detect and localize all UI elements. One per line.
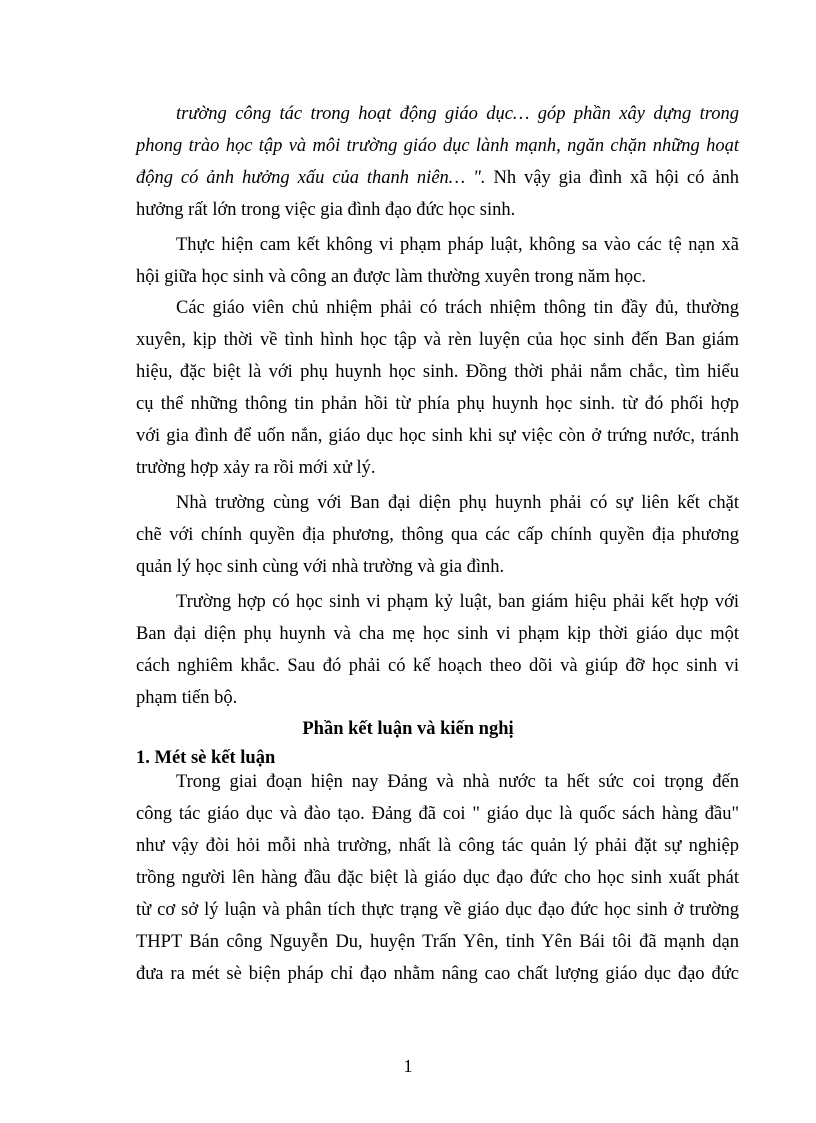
paragraph-line: trồng người lên hàng đầu đặc biệt là giáo dục đạo đức cho học sinh xuất phát bbox=[136, 868, 739, 888]
paragraph-line bbox=[136, 162, 739, 194]
paragraph-line: THPT Bán công Nguyễn Du, huyện Trấn Yên, tỉnh Yên Bái tôi đã mạnh dạn bbox=[136, 932, 739, 952]
paragraph-line: Trường hợp có học sinh vi phạm kỷ luật, ban giám hiệu phải kết hợp với bbox=[176, 592, 739, 612]
paragraph-line bbox=[136, 130, 739, 162]
paragraph-line: với gia đình để uốn nắn, giáo dục học sinh khi sự việc còn ở trứng nước, tránh bbox=[136, 426, 739, 446]
paragraph-line: xuyên, kịp thời về tình hình học tập và rèn luyện của học sinh đến Ban giám bbox=[136, 330, 739, 350]
paragraph-line: Trong giai đoạn hiện nay Đảng và nhà nước ta hết sức coi trọng đến bbox=[176, 772, 739, 792]
paragraph-line: Các giáo viên chủ nhiệm phải có trách nhiệm thông tin đầy đủ, thường bbox=[176, 298, 739, 318]
paragraph-line bbox=[136, 194, 739, 226]
paragraph-line: như vậy đòi hỏi mỗi nhà trường, nhất là công tác quản lý phải đặt sự nghiệp bbox=[136, 836, 739, 856]
paragraph-line: Thực hiện cam kết không vi phạm pháp luật, không sa vào các tệ nạn xã bbox=[176, 235, 739, 255]
paragraph-line: từ cơ sở lý luận và phân tích thực trạng về giáo dục đạo đức học sinh ở trường bbox=[136, 900, 739, 920]
paragraph-line: chẽ với chính quyền địa phương, thông qua các cấp chính quyền địa phương bbox=[136, 525, 739, 545]
paragraph-line: công tác giáo dục và đào tạo. Đảng đã coi " giáo dục là quốc sách hàng đầu" bbox=[136, 804, 739, 824]
paragraph-line: trường hợp xảy ra rồi mới xử lý. bbox=[136, 458, 376, 478]
paragraph-line: Ban đại diện phụ huynh và cha mẹ học sinh vi phạm kịp thời giáo dục một bbox=[136, 624, 739, 644]
subsection-title: 1. Mét sè kết luận bbox=[136, 748, 276, 768]
paragraph-line: Nhà trường cùng với Ban đại diện phụ huynh phải có sự liên kết chặt bbox=[176, 493, 739, 513]
paragraph-line: quản lý học sinh cùng với nhà trường và gia đình. bbox=[136, 557, 505, 577]
paragraph-line: cách nghiêm khắc. Sau đó phải có kế hoạch theo dõi và giúp đỡ học sinh vi bbox=[136, 656, 739, 676]
paragraph-line bbox=[176, 98, 739, 130]
quote-text: trường công tác trong hoạt động giáo dục… góp phần xây dựng trong bbox=[176, 104, 739, 124]
paragraph-line: hiệu, đặc biệt là với phụ huynh học sinh. Đồng thời phải nắm chắc, tìm hiểu bbox=[136, 362, 739, 382]
body-text: hưởng rất lớn trong việc gia đình đạo đức học sinh. bbox=[136, 200, 516, 220]
quote-text: phong trào học tập và môi trường giáo dục lành mạnh, ngăn chặn những hoạt bbox=[136, 136, 739, 156]
paragraph-line: phạm tiến bộ. bbox=[136, 688, 238, 708]
paragraph-line: đưa ra mét sè biện pháp chỉ đạo nhằm nâng cao chất lượng giáo dục đạo đức bbox=[136, 964, 739, 984]
page-number: 1 bbox=[403, 1056, 413, 1076]
quote-text: động có ảnh hưởng xấu của thanh niên… ". bbox=[136, 168, 486, 188]
paragraph-line: hội giữa học sinh và công an được làm thường xuyên trong năm học. bbox=[136, 267, 646, 287]
section-title: Phần kết luận và kiến nghị bbox=[302, 719, 514, 739]
body-text: Nh vậy gia đình xã hội có ảnh bbox=[485, 168, 739, 188]
paragraph-line: cụ thể những thông tin phản hồi từ phía phụ huynh học sinh. từ đó phối hợp bbox=[136, 394, 739, 414]
